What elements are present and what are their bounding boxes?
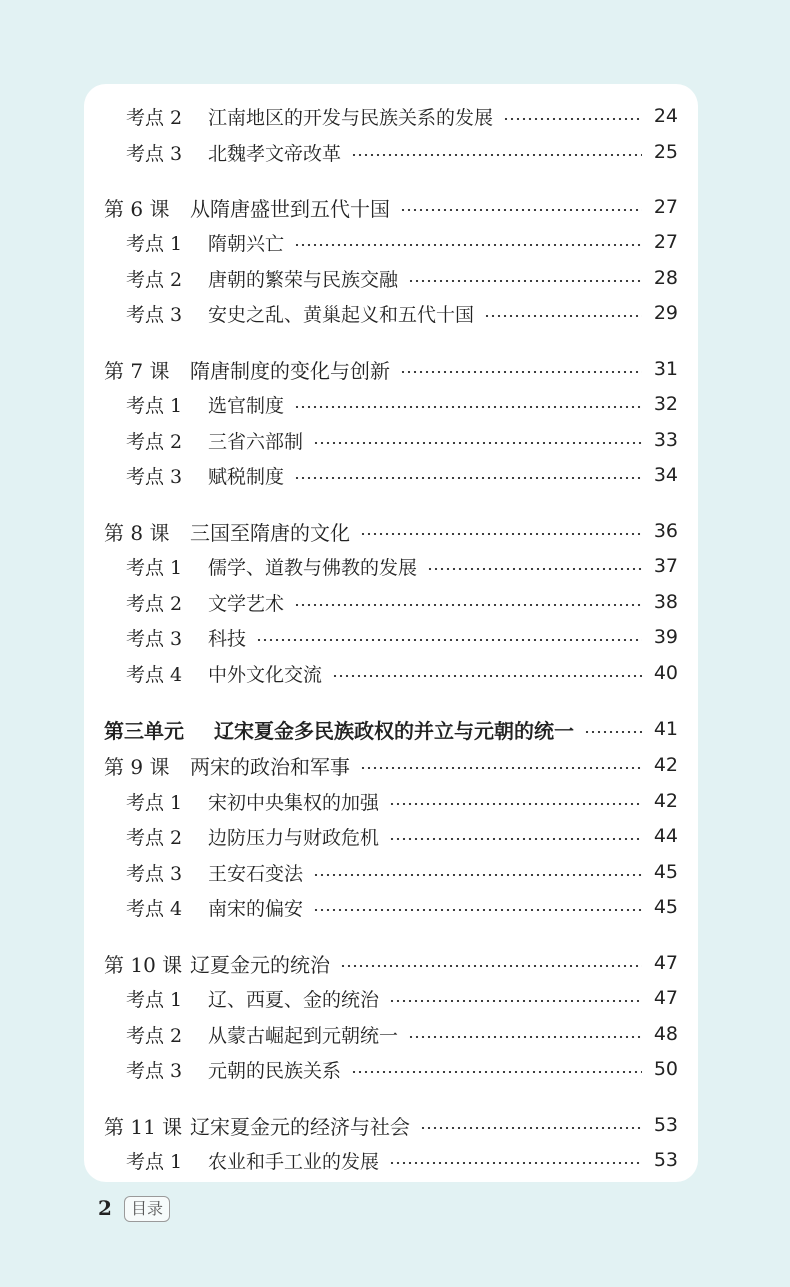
entry-page: 50 — [653, 1058, 678, 1080]
dot-leader — [313, 874, 642, 876]
toc-entry[interactable] — [104, 750, 678, 780]
toc-entry[interactable] — [126, 389, 678, 419]
entry-page: 28 — [653, 267, 678, 289]
entry-page: 33 — [653, 429, 678, 451]
entry-title: 辽、西夏、金的统治 — [208, 988, 380, 1011]
entry-label: 第 11 课 — [104, 1114, 183, 1139]
entry-label: 第 7 课 — [104, 358, 170, 383]
dot-leader — [389, 1162, 642, 1164]
entry-label: 第 9 课 — [104, 754, 170, 779]
entry-label: 考点 4 — [126, 897, 183, 920]
entry-label: 考点 3 — [126, 1059, 183, 1082]
entry-page: 42 — [653, 754, 678, 776]
entry-title: 王安石变法 — [208, 862, 304, 885]
entry-label: 考点 1 — [126, 988, 183, 1011]
dot-leader — [427, 568, 642, 570]
dot-leader — [313, 909, 642, 911]
dot-leader — [351, 1071, 642, 1073]
toc-entry[interactable] — [104, 1110, 678, 1140]
dot-leader — [400, 371, 642, 373]
entry-title: 安史之乱、黄巢起义和五代十国 — [208, 303, 475, 326]
dot-leader — [420, 1127, 642, 1129]
entry-title: 三国至隋唐的文化 — [190, 520, 350, 545]
toc-entry[interactable] — [126, 460, 678, 490]
entry-page: 41 — [653, 718, 678, 740]
toc-unit-entry[interactable] — [104, 714, 678, 744]
entry-label: 考点 1 — [126, 791, 183, 814]
dot-leader — [408, 1036, 642, 1038]
dot-leader — [294, 406, 642, 408]
toc-entry[interactable] — [126, 425, 678, 455]
dot-leader — [389, 803, 642, 805]
dot-leader — [584, 731, 642, 733]
dot-leader — [484, 315, 642, 317]
entry-title: 中外文化交流 — [208, 663, 323, 686]
entry-page: 53 — [653, 1114, 678, 1136]
entry-title: 两宋的政治和军事 — [190, 754, 350, 779]
entry-title: 文学艺术 — [208, 592, 285, 615]
entry-page: 53 — [653, 1149, 678, 1171]
entry-page: 45 — [653, 861, 678, 883]
entry-title: 辽夏金元的统治 — [190, 952, 330, 977]
entry-label: 考点 3 — [126, 303, 183, 326]
entry-title: 元朝的民族关系 — [208, 1059, 342, 1082]
toc-entry[interactable] — [126, 983, 678, 1013]
toc-entry[interactable] — [126, 101, 678, 131]
dot-leader — [351, 154, 642, 156]
entry-title: 宋初中央集权的加强 — [208, 791, 380, 814]
entry-title: 三省六部制 — [208, 430, 304, 453]
entry-page: 34 — [653, 464, 678, 486]
entry-label: 考点 1 — [126, 1150, 183, 1173]
entry-page: 29 — [653, 302, 678, 324]
entry-label: 考点 2 — [126, 1024, 183, 1047]
toc-entry[interactable] — [126, 892, 678, 922]
toc-entry[interactable] — [126, 821, 678, 851]
dot-leader — [400, 209, 642, 211]
toc-entry[interactable] — [126, 298, 678, 328]
entry-label: 考点 3 — [126, 862, 183, 885]
entry-label: 考点 1 — [126, 232, 183, 255]
entry-label: 考点 3 — [126, 627, 183, 650]
dot-leader — [503, 118, 642, 120]
entry-label: 考点 2 — [126, 106, 183, 129]
dot-leader — [360, 767, 642, 769]
entry-title: 辽宋夏金元的经济与社会 — [190, 1114, 410, 1139]
entry-page: 48 — [653, 1023, 678, 1045]
dot-leader — [389, 838, 642, 840]
entry-title: 北魏孝文帝改革 — [208, 142, 342, 165]
dot-leader — [294, 244, 642, 246]
toc-entry[interactable] — [104, 516, 678, 546]
entry-title: 边防压力与财政危机 — [208, 826, 380, 849]
entry-title: 唐朝的繁荣与民族交融 — [208, 268, 399, 291]
entry-page: 37 — [653, 555, 678, 577]
entry-page: 45 — [653, 896, 678, 918]
entry-label: 第 6 课 — [104, 196, 170, 221]
toc-entry[interactable] — [104, 354, 678, 384]
dot-leader — [294, 604, 642, 606]
entry-title: 隋唐制度的变化与创新 — [190, 358, 390, 383]
dot-leader — [294, 477, 642, 479]
entry-title: 从隋唐盛世到五代十国 — [190, 196, 390, 221]
toc-entry[interactable] — [104, 192, 678, 222]
section-tag: 目录 — [124, 1196, 170, 1222]
entry-page: 47 — [653, 952, 678, 974]
entry-label: 考点 3 — [126, 465, 183, 488]
toc-entry[interactable] — [126, 622, 678, 652]
entry-page: 31 — [653, 358, 678, 380]
toc-entry[interactable] — [126, 786, 678, 816]
dot-leader — [256, 639, 642, 641]
entry-label: 第三单元 — [104, 718, 184, 743]
entry-page: 40 — [653, 662, 678, 684]
entry-page: 39 — [653, 626, 678, 648]
dot-leader — [340, 965, 642, 967]
entry-label: 考点 1 — [126, 394, 183, 417]
entry-title: 辽宋夏金多民族政权的并立与元朝的统一 — [214, 718, 574, 743]
dot-leader — [408, 280, 642, 282]
entry-page: 24 — [653, 105, 678, 127]
entry-label: 考点 2 — [126, 592, 183, 615]
toc-entry[interactable] — [104, 948, 678, 978]
entry-page: 25 — [653, 141, 678, 163]
entry-page: 27 — [653, 231, 678, 253]
entry-page: 47 — [653, 987, 678, 1009]
toc-entry[interactable] — [126, 857, 678, 887]
entry-label: 考点 2 — [126, 268, 183, 291]
toc-entry[interactable] — [126, 658, 678, 688]
dot-leader — [360, 533, 642, 535]
toc-entry[interactable] — [126, 227, 678, 257]
entry-label: 考点 2 — [126, 430, 183, 453]
toc-entry[interactable] — [126, 1019, 678, 1049]
toc-entry[interactable] — [126, 587, 678, 617]
entry-label: 第 10 课 — [104, 952, 183, 977]
entry-page: 27 — [653, 196, 678, 218]
entry-page: 36 — [653, 520, 678, 542]
entry-title: 儒学、道教与佛教的发展 — [208, 556, 418, 579]
entry-label: 考点 1 — [126, 556, 183, 579]
entry-page: 44 — [653, 825, 678, 847]
entry-page: 32 — [653, 393, 678, 415]
dot-leader — [313, 442, 642, 444]
entry-label: 考点 4 — [126, 663, 183, 686]
toc-entry[interactable] — [126, 263, 678, 293]
entry-title: 科技 — [208, 627, 247, 650]
toc-entry[interactable] — [126, 1054, 678, 1084]
entry-title: 南宋的偏安 — [208, 897, 304, 920]
entry-page: 38 — [653, 591, 678, 613]
entry-label: 考点 2 — [126, 826, 183, 849]
toc-entry[interactable] — [126, 137, 678, 167]
entry-page: 42 — [653, 790, 678, 812]
dot-leader — [332, 675, 642, 677]
dot-leader — [389, 1000, 642, 1002]
entry-label: 考点 3 — [126, 142, 183, 165]
entry-title: 从蒙古崛起到元朝统一 — [208, 1024, 399, 1047]
toc-entry[interactable] — [126, 1145, 678, 1175]
entry-title: 赋税制度 — [208, 465, 285, 488]
toc-entry[interactable] — [126, 551, 678, 581]
entry-title: 农业和手工业的发展 — [208, 1150, 380, 1173]
entry-label: 第 8 课 — [104, 520, 170, 545]
entry-title: 选官制度 — [208, 394, 285, 417]
entry-title: 江南地区的开发与民族关系的发展 — [208, 106, 494, 129]
entry-title: 隋朝兴亡 — [208, 232, 285, 255]
page-number: 2 — [98, 1196, 112, 1220]
